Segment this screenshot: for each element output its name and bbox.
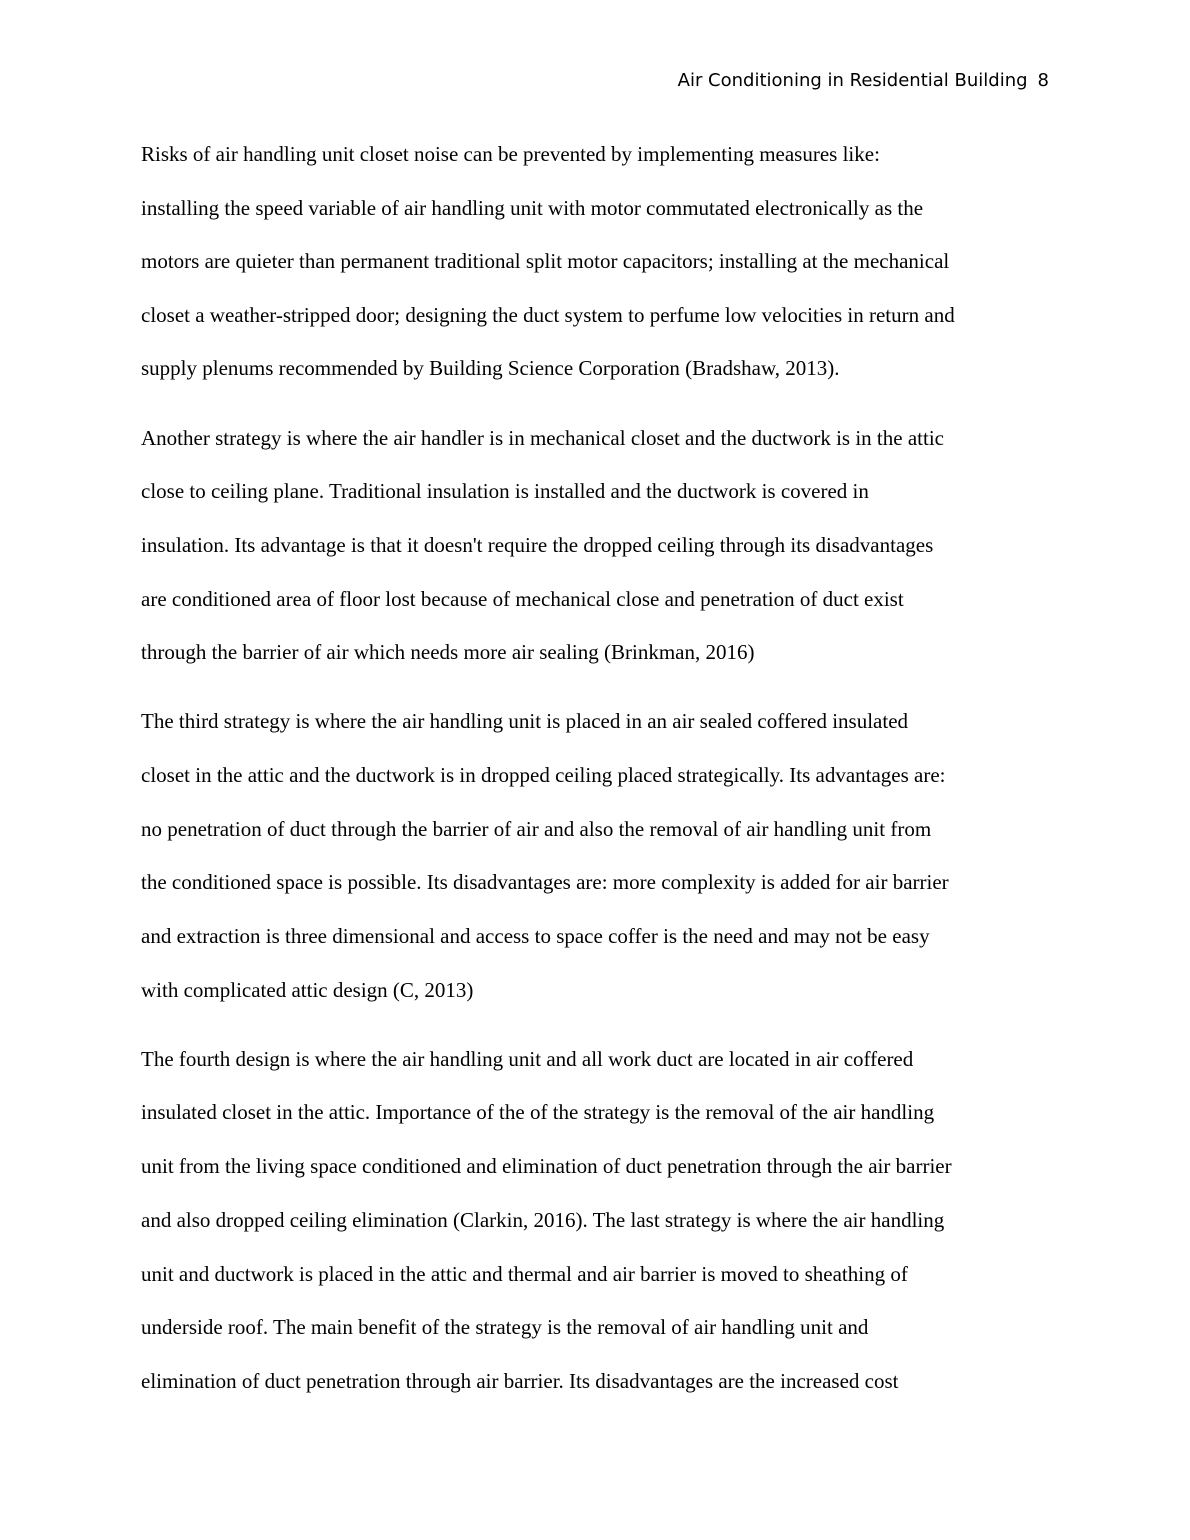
text-line: The fourth design is where the air handling unit and all work duct are located in air coffered xyxy=(141,1047,914,1071)
text-line: insulated closet in the attic. Importance of the of the strategy is the removal of the air handling xyxy=(141,1100,935,1124)
text-line: are conditioned area of floor lost because of mechanical close and penetration of duct exist xyxy=(141,587,904,611)
text-line: no penetration of duct through the barrier of air and also the removal of air handling unit from xyxy=(141,817,932,841)
text-line: unit from the living space conditioned and elimination of duct penetration through the air barrier xyxy=(141,1154,952,1178)
text-line: installing the speed variable of air handling unit with motor commutated electronically as the xyxy=(141,196,924,220)
text-line: unit and ductwork is placed in the attic and thermal and air barrier is moved to sheathing of xyxy=(141,1262,908,1286)
page-number: 8 xyxy=(1037,70,1049,91)
text-line: through the barrier of air which needs more air sealing (Brinkman, 2016) xyxy=(141,640,755,664)
running-head xyxy=(678,70,1049,91)
text-line: underside roof. The main benefit of the strategy is the removal of air handling unit and xyxy=(141,1315,869,1339)
text-line: and also dropped ceiling elimination (Clarkin, 2016). The last strategy is where the air handling xyxy=(141,1208,945,1232)
text-line: Another strategy is where the air handler is in mechanical closet and the ductwork is in the attic xyxy=(141,426,944,450)
text-line: the conditioned space is possible. Its disadvantages are: more complexity is added for air barrier xyxy=(141,870,949,894)
text-line: insulation. Its advantage is that it doesn't require the dropped ceiling through its disadvantages xyxy=(141,533,934,557)
text-line: close to ceiling plane. Traditional insulation is installed and the ductwork is covered in xyxy=(141,479,869,503)
text-line: closet in the attic and the ductwork is in dropped ceiling placed strategically. Its advantages are: xyxy=(141,763,946,787)
text-line: supply plenums recommended by Building Science Corporation (Bradshaw, 2013). xyxy=(141,356,840,380)
text-line: closet a weather-stripped door; designing the duct system to perfume low velocities in return and xyxy=(141,303,955,327)
text-line: The third strategy is where the air handling unit is placed in an air sealed coffered insulated xyxy=(141,709,909,733)
text-line: elimination of duct penetration through air barrier. Its disadvantages are the increased cost xyxy=(141,1369,899,1393)
text-line: motors are quieter than permanent traditional split motor capacitors; installing at the mechanical xyxy=(141,249,950,273)
text-line: and extraction is three dimensional and access to space coffer is the need and may not be easy xyxy=(141,924,930,948)
text-line: Risks of air handling unit closet noise can be prevented by implementing measures like: xyxy=(141,142,880,166)
text-line: with complicated attic design (C, 2013) xyxy=(141,978,474,1002)
running-head-title: Air Conditioning in Residential Building xyxy=(677,70,1028,91)
